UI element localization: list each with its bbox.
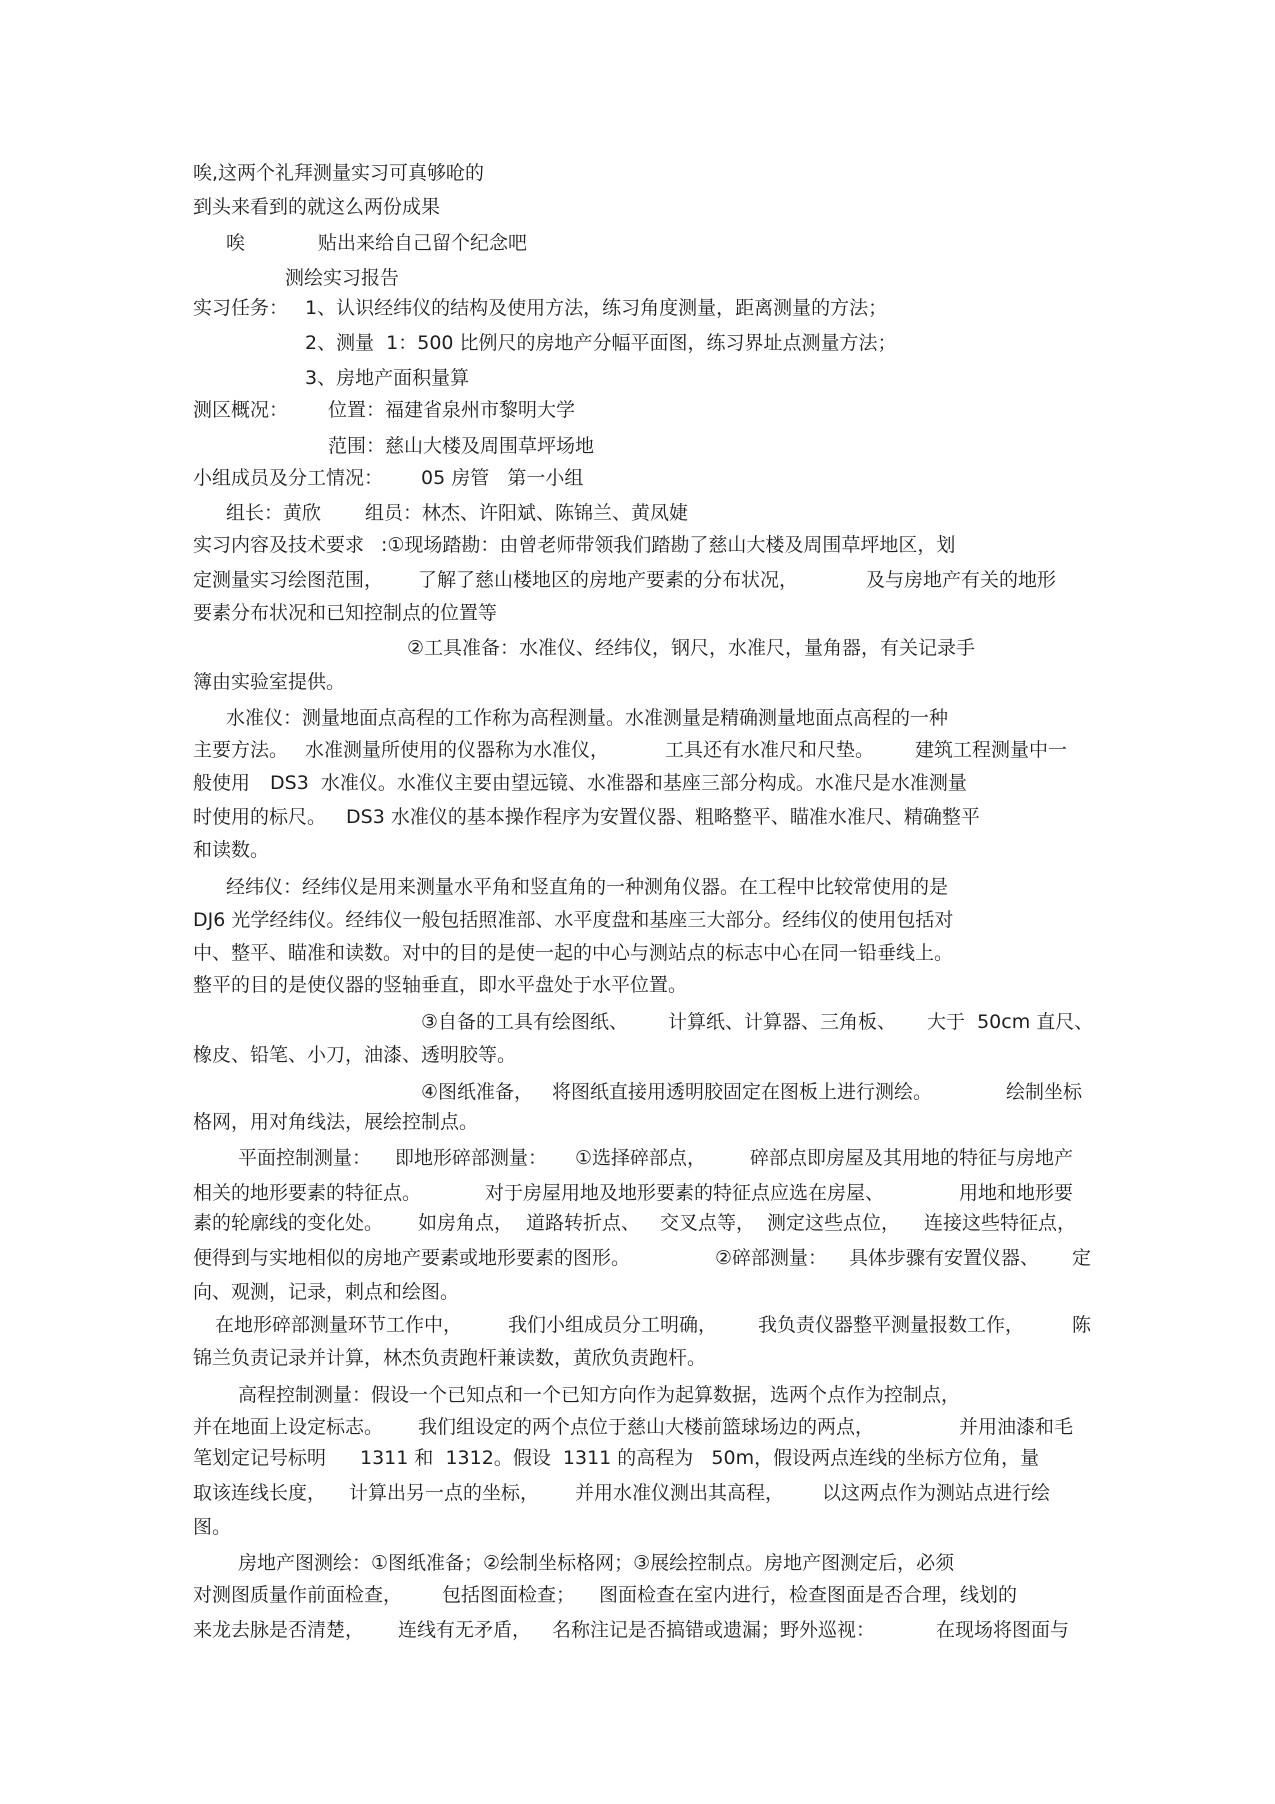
text-segment: 实习内容及技术要求: [193, 534, 365, 556]
text-segment: 主要方法。: [193, 739, 289, 761]
text-segment: 要素分布状况和已知控制点的位置等: [193, 602, 498, 624]
text-segment: 用地和地形要: [959, 1182, 1074, 1204]
text-segment: ①选择碎部点，: [575, 1147, 707, 1169]
text-segment: 我们小组成员分工明确，: [508, 1314, 718, 1336]
text-segment: 1、认识经纬仪的结构及使用方法，练习角度测量，距离测量的方法；: [305, 297, 888, 319]
text-segment: 我们组设定的两个点位于慈山大楼前篮球场边的两点，: [418, 1416, 875, 1438]
text-segment: 贴出来给自己留个纪念吧: [318, 232, 528, 254]
text-segment: 及与房地产有关的地形: [866, 569, 1057, 591]
text-segment: 橡皮、铅笔、小刀，油漆、透明胶等。: [193, 1044, 517, 1066]
text-segment: 建筑工程测量中一: [915, 739, 1068, 761]
text-segment: 工具还有水准尺和尺垫。: [665, 739, 875, 761]
text-segment: 如房角点，: [418, 1212, 514, 1234]
text-segment: 名称注记是否搞错或遗漏；野外巡视：: [552, 1619, 876, 1641]
text-segment: 素的轮廓线的变化处。: [193, 1212, 384, 1234]
text-segment: 房地产图测绘：①图纸准备；②绘制坐标格网；③展绘控制点。房地产图测定后，必须: [238, 1552, 955, 1574]
text-segment: 定: [1072, 1247, 1092, 1269]
text-segment: 整平的目的是使仪器的竖轴垂直，即水平盘处于水平位置。: [193, 974, 688, 996]
text-segment: 并用水准仪测出其高程，: [575, 1482, 785, 1504]
text-segment: 范围：慈山大楼及周围草坪场地: [328, 435, 595, 457]
text-segment: 测定这些点位，: [767, 1212, 901, 1234]
text-segment: 到头来看到的就这么两份成果: [193, 196, 441, 218]
text-segment: 计算纸、计算器、三角板、: [668, 1011, 897, 1033]
text-segment: 唉,这两个礼拜测量实习可真够呛的: [193, 162, 485, 184]
text-segment: 并在地面上设定标志。: [193, 1416, 384, 1438]
text-segment: 我负责仪器整平测量报数工作，: [758, 1314, 1025, 1336]
text-segment: 在地形碎部测量环节工作中，: [215, 1314, 463, 1336]
text-segment: 经纬仪：经纬仪是用来测量水平角和竖直角的一种测角仪器。在工程中比较常使用的是: [226, 876, 949, 898]
text-segment: 中、整平、瞄准和读数。对中的目的是使一起的中心与测站点的标志中心在同一铅垂线上。: [193, 942, 954, 964]
text-segment: 在现场将图面与: [936, 1619, 1070, 1641]
text-segment: 将图纸直接用透明胶固定在图板上进行测绘。: [552, 1081, 933, 1103]
text-segment: ④图纸准备，: [421, 1081, 534, 1103]
text-segment: 陈: [1072, 1314, 1092, 1336]
text-segment: ②碎部测量：: [715, 1247, 828, 1269]
text-segment: 组员：林杰、许阳斌、陈锦兰、黄凤婕: [365, 502, 689, 524]
text-segment: 相关的地形要素的特征点。: [193, 1182, 422, 1204]
text-segment: 2、测量 1：500 比例尺的房地产分幅平面图，练习界址点测量方法；: [305, 332, 897, 354]
text-segment: 绘制坐标: [1006, 1081, 1083, 1103]
text-segment: 组长：黄欣: [226, 502, 322, 524]
text-segment: 格网，用对角线法，展绘控制点。: [193, 1111, 479, 1133]
text-segment: 位置：福建省泉州市黎明大学: [328, 399, 576, 421]
text-segment: 连接这些特征点，: [924, 1212, 1077, 1234]
text-segment: 交叉点等，: [660, 1212, 756, 1234]
text-segment: 对测图质量作前面检查，: [193, 1584, 403, 1606]
text-segment: 唉: [226, 232, 246, 254]
text-segment: 图。: [193, 1516, 232, 1538]
text-segment: 以这两点作为测站点进行绘: [822, 1482, 1051, 1504]
text-segment: 般使用: [193, 772, 251, 794]
text-segment: 高程控制测量：假设一个已知点和一个已知方向作为起算数据，选两个点作为控制点，: [238, 1384, 961, 1406]
text-segment: 测区概况：: [193, 399, 289, 421]
text-segment: 便得到与实地相似的房地产要素或地形要素的图形。: [193, 1247, 631, 1269]
text-segment: 和读数。: [193, 839, 270, 861]
text-segment: 包括图面检查；: [442, 1584, 576, 1606]
text-segment: 水准测量所使用的仪器称为水准仪，: [305, 739, 610, 761]
text-segment: 连线有无矛盾，: [398, 1619, 532, 1641]
text-segment: :①现场踏勘：由曾老师带领我们踏勘了慈山大楼及周围草坪地区，划: [381, 534, 956, 556]
text-segment: 平面控制测量：: [238, 1147, 372, 1169]
text-segment: DJ6 光学经纬仪。经纬仪一般包括照准部、水平度盘和基座三大部分。经纬仪的使用包括对: [193, 909, 954, 931]
text-segment: 小组成员及分工情况：: [193, 467, 384, 489]
text-segment: 向、观测，记录，刺点和绘图。: [193, 1281, 460, 1303]
text-segment: 图面检查在室内进行，检查图面是否合理，线划的: [599, 1584, 1018, 1606]
text-segment: 笔划定记号标明: [193, 1447, 327, 1469]
text-segment: DS3 水准仪的基本操作程序为安置仪器、粗略整平、瞄准水准尺、精确整平: [346, 806, 980, 828]
text-segment: 实习任务：: [193, 297, 289, 319]
text-segment: 道路转折点、: [526, 1212, 641, 1234]
text-segment: ②工具准备：水准仪、经纬仪，钢尺，水准尺，量角器，有关记录手: [407, 637, 976, 659]
text-segment: DS3 水准仪。水准仪主要由望远镜、水准器和基座三部分构成。水准尺是水准测量: [270, 772, 967, 794]
text-segment: 时使用的标尺。: [193, 806, 327, 828]
text-segment: 对于房屋用地及地形要素的特征点应选在房屋、: [485, 1182, 885, 1204]
text-segment: 具体步骤有安置仪器、: [849, 1247, 1040, 1269]
text-segment: 碎部点即房屋及其用地的特征与房地产: [750, 1147, 1074, 1169]
text-segment: 测绘实习报告: [285, 267, 400, 289]
text-segment: 计算出另一点的坐标，: [349, 1482, 540, 1504]
text-segment: 锦兰负责记录并计算，林杰负责跑杆兼读数，黄欣负责跑杆。: [193, 1347, 707, 1369]
text-segment: 取该连线长度，: [193, 1482, 327, 1504]
text-segment: 定测量实习绘图范围，: [193, 569, 384, 591]
text-segment: 大于 50cm 直尺、: [927, 1011, 1094, 1033]
text-segment: 即地形碎部测量：: [395, 1147, 548, 1169]
text-segment: 簿由实验室提供。: [193, 671, 346, 693]
text-segment: 05 房管 第一小组: [421, 467, 584, 489]
text-segment: 1311 和 1312。假设 1311 的高程为 50m，假设两点连线的坐标方位角，量: [360, 1447, 1040, 1469]
text-segment: 并用油漆和毛: [959, 1416, 1074, 1438]
text-segment: 3、房地产面积量算: [305, 367, 470, 389]
text-segment: ③自备的工具有绘图纸、: [421, 1011, 629, 1033]
text-segment: 水准仪：测量地面点高程的工作称为高程测量。水准测量是精确测量地面点高程的一种: [226, 707, 949, 729]
text-segment: 了解了慈山楼地区的房地产要素的分布状况，: [418, 569, 799, 591]
text-segment: 来龙去脉是否清楚，: [193, 1619, 365, 1641]
